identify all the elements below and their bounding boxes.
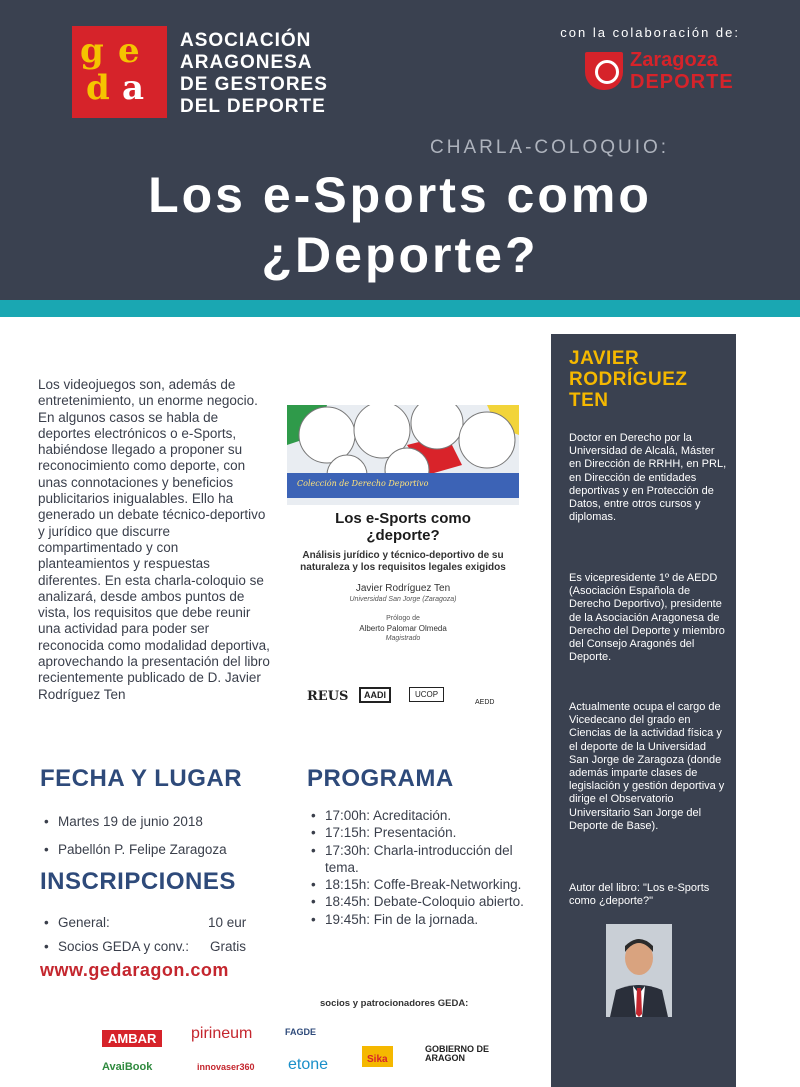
fee-label: Socios GEDA y conv.: <box>58 939 190 954</box>
sponsor-logo-sika: Sika <box>362 1046 393 1067</box>
intro-paragraph: Los videojuegos son, además de entretenimiento, un enorme negocio. En algunos casos se habla de deportes electrónicos o e-Sports, habiéndose llegado a proponer su reconocimiento como deporte, con unas connotaciones y beneficios publicitarios inigualables. Ello ha generado un debate técnico-deportivo y jurídico que discurre compartimentado y con planteamientos y respuestas diferentes. En esta charla-coloquio se analizará, desde ambos puntos de vista, los requisitos que debe reunir una actividad para poder ser reconocida como modalidad deportiva, aprovechando la presentación del libro recientemente publicado de D. Javier Rodríguez Ten <box>38 377 270 702</box>
list-item: • 17:00h: Acreditación. <box>307 807 537 824</box>
list-item: • Pabellón P. Felipe Zaragoza <box>40 836 280 864</box>
book-subtitle-line: Análisis jurídico y técnico-deportivo de su <box>302 550 504 561</box>
book-title <box>287 510 519 544</box>
collab-label: con la colaboración de: <box>560 25 740 40</box>
inscripciones-heading: INSCRIPCIONES <box>40 868 236 895</box>
sponsor-logo-avaibook: AvaiBook <box>102 1061 153 1073</box>
sponsor-logo-ambar: AMBAR <box>102 1030 162 1047</box>
speaker-name-line: TEN <box>569 390 609 411</box>
speaker-name-line: RODRÍGUEZ <box>569 369 688 390</box>
book-cover-art <box>287 405 519 505</box>
book-prologue-author: Alberto Palomar Olmeda <box>359 624 447 633</box>
speaker-name <box>569 348 729 411</box>
list-item: • 17:15h: Presentación. <box>307 824 537 841</box>
list-item: • 18:15h: Coffe-Break-Networking. <box>307 876 537 893</box>
sponsor-logo-fagde: FAGDE <box>285 1027 317 1037</box>
zaragoza-deporte-logo <box>585 50 735 96</box>
speaker-sidebar <box>551 334 736 1087</box>
org-name-line: DEL DEPORTE <box>180 96 326 117</box>
list-item: • 19:45h: Fin de la jornada. <box>307 911 537 928</box>
book-title-line: ¿deporte? <box>366 527 440 544</box>
logo-letter-g: g <box>80 31 104 71</box>
speaker-bio: Autor del libro: "Los e-Sports como ¿deporte?" <box>569 882 710 908</box>
logo-letter-a: a <box>122 68 145 108</box>
speaker-bio: Es vicepresidente 1º de AEDD (Asociación Española de Derecho Deportivo), presidente de la Asociación Aragonesa de Derecho del Deporte y miembro del Consejo Aragonés del Deporte. <box>569 572 725 664</box>
publisher-logo: AEDD <box>475 699 495 706</box>
org-name-line: ARAGONESA <box>180 52 313 73</box>
list-item: • 17:30h: Charla-introducción del tema. <box>307 842 537 877</box>
programa-list <box>307 807 537 928</box>
speaker-name-line: JAVIER <box>569 348 640 369</box>
inscripciones-list <box>40 911 290 959</box>
logo-letter-d: d <box>86 68 110 108</box>
book-title-line: Los e-Sports como <box>335 510 471 527</box>
title-line: Los e-Sports como <box>148 167 652 223</box>
org-name-line: DE GESTORES <box>180 74 328 95</box>
org-name-line: ASOCIACIÓN <box>180 30 312 51</box>
book-author: Javier Rodríguez Ten <box>355 583 451 594</box>
sponsors-title: socios y patrocionadores GEDA: <box>320 998 469 1009</box>
list-item <box>40 911 290 935</box>
header-band <box>0 0 800 300</box>
geda-logo <box>72 26 167 118</box>
sponsor-logo-etone: etone <box>288 1056 329 1073</box>
event-type: CHARLA-COLOQUIO: <box>430 137 670 158</box>
book-series: Colección de Derecho Deportivo <box>297 479 429 488</box>
book-subtitle-line: naturaleza y los requisitos legales exigidos <box>300 562 506 573</box>
website-link[interactable]: www.gedaragon.com <box>40 960 229 980</box>
book-cover <box>287 405 519 720</box>
programa-heading: PROGRAMA <box>307 765 454 792</box>
list-item <box>40 935 290 959</box>
page-title <box>40 165 760 285</box>
publisher-logo: REUS <box>307 689 349 704</box>
list-item: • Martes 19 de junio 2018 <box>40 808 280 836</box>
fecha-list <box>40 808 280 864</box>
title-line: ¿Deporte? <box>261 227 539 283</box>
book-university: Universidad San Jorge (Zaragoza) <box>349 596 457 603</box>
accent-strip <box>0 300 800 317</box>
publisher-logos <box>307 683 507 713</box>
fee-price: 10 eur <box>208 915 247 930</box>
fee-label: General: <box>58 915 110 930</box>
logo-letter-e: e <box>118 31 140 71</box>
speaker-portrait-icon <box>606 924 672 1017</box>
publisher-logo: AADI <box>359 687 391 703</box>
sponsor-logo-innovaser: innovaser360 <box>197 1062 255 1072</box>
speaker-photo <box>606 924 672 1017</box>
speaker-bio: Actualmente ocupa el cargo de Vicedecano del grado en Ciencias de la actividad física y el deporte de la Universidad San Jorge de Zaragoza (donde además imparte clases de legislación y gestión deportiva y dirige el Observatorio Universitario San Jorge del Deporte de Base). <box>569 701 725 832</box>
book-prologue-role: Magistrado <box>385 635 421 642</box>
partner-name-line2: DEPORTE <box>630 71 734 93</box>
fecha-heading: FECHA Y LUGAR <box>40 765 243 792</box>
book-subtitle <box>287 550 519 574</box>
fee-price: Gratis <box>210 939 247 954</box>
publisher-logo: UCOP <box>409 687 444 702</box>
list-item: • 18:45h: Debate-Coloquio abierto. <box>307 893 537 910</box>
sponsor-logo-gobierno-aragon: GOBIERNO DE ARAGON <box>425 1044 490 1063</box>
lion-shield-icon <box>585 52 623 90</box>
sponsor-logo-pirineum: pirineum <box>191 1025 253 1042</box>
org-name <box>180 30 350 118</box>
speaker-bio: Doctor en Derecho por la Universidad de Alcalá, Máster en Dirección de RRHH, en PRL, en Dirección de entidades deportivas y en Protección de Datos, entre otros cursos y diplomas. <box>569 432 727 524</box>
book-prologue-label: Prólogo de <box>386 615 420 622</box>
partner-name-line1: Zaragoza <box>630 49 718 71</box>
